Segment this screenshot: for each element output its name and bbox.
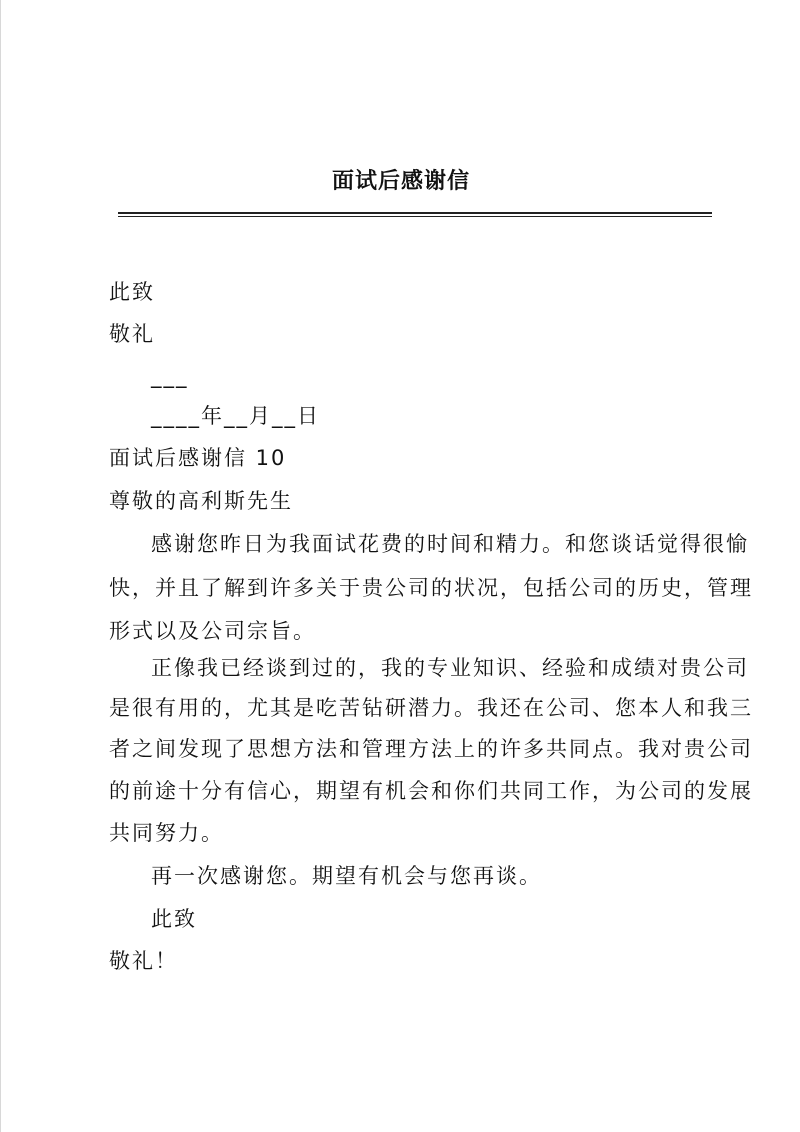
- paragraph-line: 感谢您昨日为我面试花费的时间和精力。和您谈话觉得很愉: [151, 532, 749, 556]
- greeting: 尊敬的高利斯先生: [109, 489, 293, 513]
- paragraph-line: 再一次感谢您。期望有机会与您再谈。: [151, 864, 542, 888]
- section-heading: 面试后感谢信 10: [109, 446, 287, 470]
- salutation-text: 敬礼！: [109, 949, 178, 973]
- paragraph-line: 快，并且了解到许多关于贵公司的状况，包括公司的历史，管理: [109, 576, 753, 600]
- salutation-text: 敬礼: [109, 322, 155, 346]
- paragraph-line: 是很有用的，尤其是吃苦钻研潜力。我还在公司、您本人和我三: [109, 696, 753, 720]
- paragraph-line: 的前途十分有信心，期望有机会和你们共同工作，为公司的发展: [109, 779, 753, 803]
- title-rule-thin: [118, 216, 712, 217]
- closing-text: 此致: [151, 907, 197, 931]
- paragraph-line: 者之间发现了思想方法和管理方法上的许多共同点。我对贵公司: [109, 737, 753, 761]
- date-line: ____年__月__日: [151, 404, 320, 428]
- paragraph-line: 共同努力。: [109, 821, 224, 845]
- paragraph-line: 形式以及公司宗旨。: [109, 619, 316, 643]
- paragraph-line: 正像我已经谈到过的，我的专业知识、经验和成绩对贵公司: [151, 656, 749, 680]
- title-rule-thick: [118, 212, 712, 214]
- closing-text: 此致: [109, 280, 155, 304]
- signature-blank: ___: [151, 364, 189, 388]
- document-title: 面试后感谢信: [331, 168, 470, 194]
